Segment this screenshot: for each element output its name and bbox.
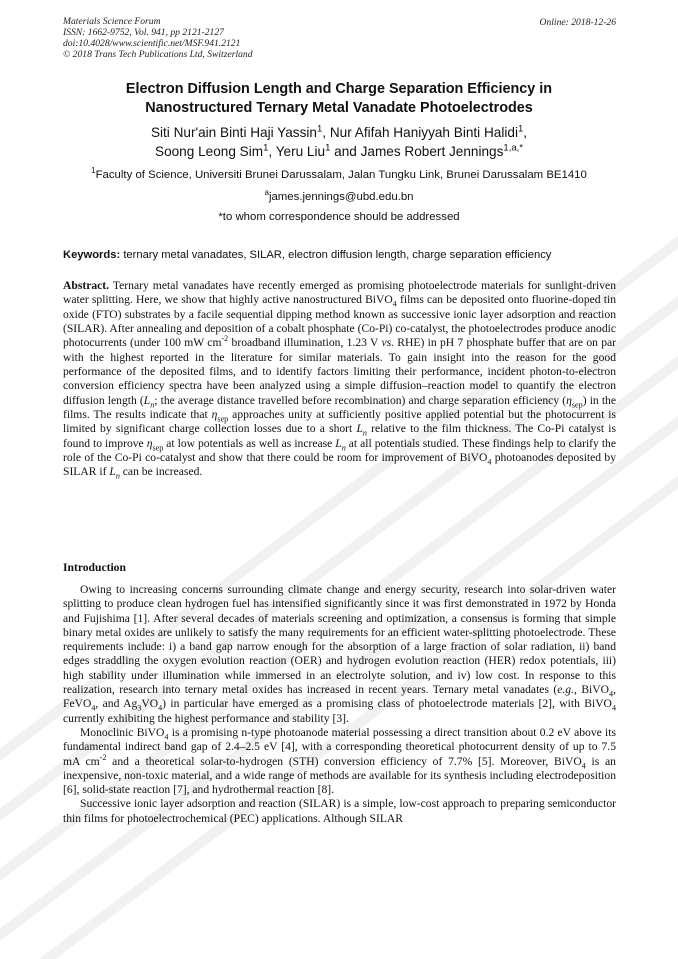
online-date: Online: 2018-12-26 xyxy=(539,17,616,28)
introduction-body xyxy=(63,583,616,826)
copyright-line: © 2018 Trans Tech Publications Ltd, Switzerland xyxy=(63,48,253,60)
affiliation-mark: 1 xyxy=(325,142,331,154)
title-line-2: Nanostructured Ternary Metal Vanadate Photoelectrodes xyxy=(145,99,533,116)
author-email: $^a$james.jennings@ubd.edu.bn xyxy=(264,188,414,203)
author-name: Siti Nur'ain Binti Haji Yassin xyxy=(150,125,317,140)
author-name: Nur Afifah Haniyyah Binti Halidi xyxy=(329,125,518,140)
paragraph: Monoclinic BiVO$_4$ is a promising n-type photoanode material possessing a direct transition about 0.2 eV above its fundamental indirect band gap of 2.4–2.5 eV [4], with a corresponding theoretical photocurrent density of up to 7.5 mA $cm^{-2}$ and a theoretical solar-to-hydrogen (STH) conversion efficiency of 7.7% [5]. Moreover, BiVO$_4$ is an inexpensive, non-toxic material, and a wide range of methods are available for its synthesis including electrodeposition [6], solid-state reaction [7], and hydrothermal reaction [8]. xyxy=(63,725,616,797)
affiliation-mark: 1 xyxy=(517,123,524,135)
author-name: Soong Leong Sim xyxy=(155,144,264,159)
author-name: James Robert Jennings xyxy=(360,144,504,159)
email-link[interactable]: james.jennings@ubd.edu.bn xyxy=(268,191,414,203)
keywords-text: ternary metal vanadates, SILAR, electron diffusion length, charge separation efficiency xyxy=(123,249,552,261)
author-name: Yeru Liu xyxy=(275,144,326,159)
issn-line: ISSN: 1662-9752, Vol. 941, pp 2121-2127 xyxy=(63,26,224,38)
journal-name: Materials Science Forum xyxy=(63,16,161,27)
abstract-label: Abstract. xyxy=(63,279,110,292)
affiliation-mark: 1,a,* xyxy=(503,142,523,154)
keywords xyxy=(63,248,623,262)
affiliation-mark: 1 xyxy=(316,123,323,135)
journal-header xyxy=(63,17,483,61)
paragraph: Owing to increasing concerns surrounding climate change and energy security, research into solar-driven water splitting to produce clean hydrogen fuel has intensified significantly since it was first demonstrated in 1972 by Honda and Fujishima [1]. After several decades of materials screening and optimization, a consensus is forming that simple binary metal oxides are unlikely to satisfy the many requirements for an efficient water-splitting photoelectrode. These requirements include: i) a band gap narrow enough for the absorption of a large fraction of solar radiation, ii) band edges straddling the oxygen evolution reaction (OER) and hydrogen evolution reaction (HER) redox potentials, iii) high stability under illumination while immersed in an electrolyte solution, and iv) low cost. In response to this realization, research into ternary metal oxides has increased in recent years. Ternary metal vanadates (e.g., BiVO$_4$, FeVO$_4$, and $Ag_3VO_4$) in particular have emerged as a promising class of photoelectrode materials [2], with BiVO$_4$ currently exhibiting the highest performance and stability [3]. xyxy=(63,583,616,725)
title-line-1: Electron Diffusion Length and Charge Separation Efficiency in xyxy=(125,81,553,97)
affiliation: $^1$Faculty of Science, Universiti Brunei Darussalam, Jalan Tungku Link, Brunei Darussalam BE1410 xyxy=(91,166,587,181)
section-heading-introduction: Introduction xyxy=(63,561,126,574)
affiliation-mark: 1 xyxy=(263,142,269,154)
abstract: Abstract. Ternary metal vanadates have recently emerged as promising photoelectrode materials for sunlight-driven water splitting. Here, we show that highly active nanostructured BiVO$_4$ films can be deposited onto fluorine-doped tin oxide (FTO) substrates by a facile sequential dipping method known as successive ionic layer adsorption and reaction (SILAR). After annealing and deposition of a cobalt phosphate (Co-Pi) co-catalyst, the photoelectrodes produce anodic photocurrents (under 100 mW $cm^{-2}$ broadband illumination, 1.23 V vs. RHE) in pH 7 phosphate buffer that are on par with the highest reported in the literature for similar materials. To gain insight into the reason for the good performance of the deposited films, and to identify factors limiting their performance, incident photon-to-electron conversion efficiency spectra have been analyzed using a simple diffusion–reaction model to quantify the electron diffusion length ($L_n$; the average distance travelled before recombination) and charge separation efficiency $(\eta_{sep})$ in the films. The results indicate that $\eta_{sep}$ approaches unity at sufficiently positive applied potential but the photocurrent is limited by significant charge collection losses due to a short $L_n$ relative to the film thickness. The Co-Pi catalyst is found to improve $\eta_{sep}$ at low potentials as well as increase $L_n$ at all potentials studied. These findings help to clarify the role of the Co-Pi co-catalyst and show that there could be room for improvement of BiVO$_4$ photoanodes deposited by SILAR if $L_n$ can be increased. xyxy=(63,279,617,481)
author-list: Siti Nur'ain Binti Haji Yassin$^1$, Nur Afifah Haniyyah Binti Halidi$^1$, Soong Leong Sim$^1$, Yeru Liu$^1$ and James Robert Jennings$^{1,a,*}$ xyxy=(150,123,528,159)
paper-title xyxy=(40,80,638,118)
paragraph: Successive ionic layer adsorption and reaction (SILAR) is a simple, low-cost approach to preparing semiconductor thin films for photoelectrochemical (PEC) applications. Although SILAR xyxy=(63,797,616,825)
keywords-label: Keywords: xyxy=(63,249,121,261)
correspondence-note: *to whom correspondence should be addressed xyxy=(218,211,460,223)
doi-line[interactable]: doi:10.4028/www.scientific.net/MSF.941.2121 xyxy=(63,37,241,49)
